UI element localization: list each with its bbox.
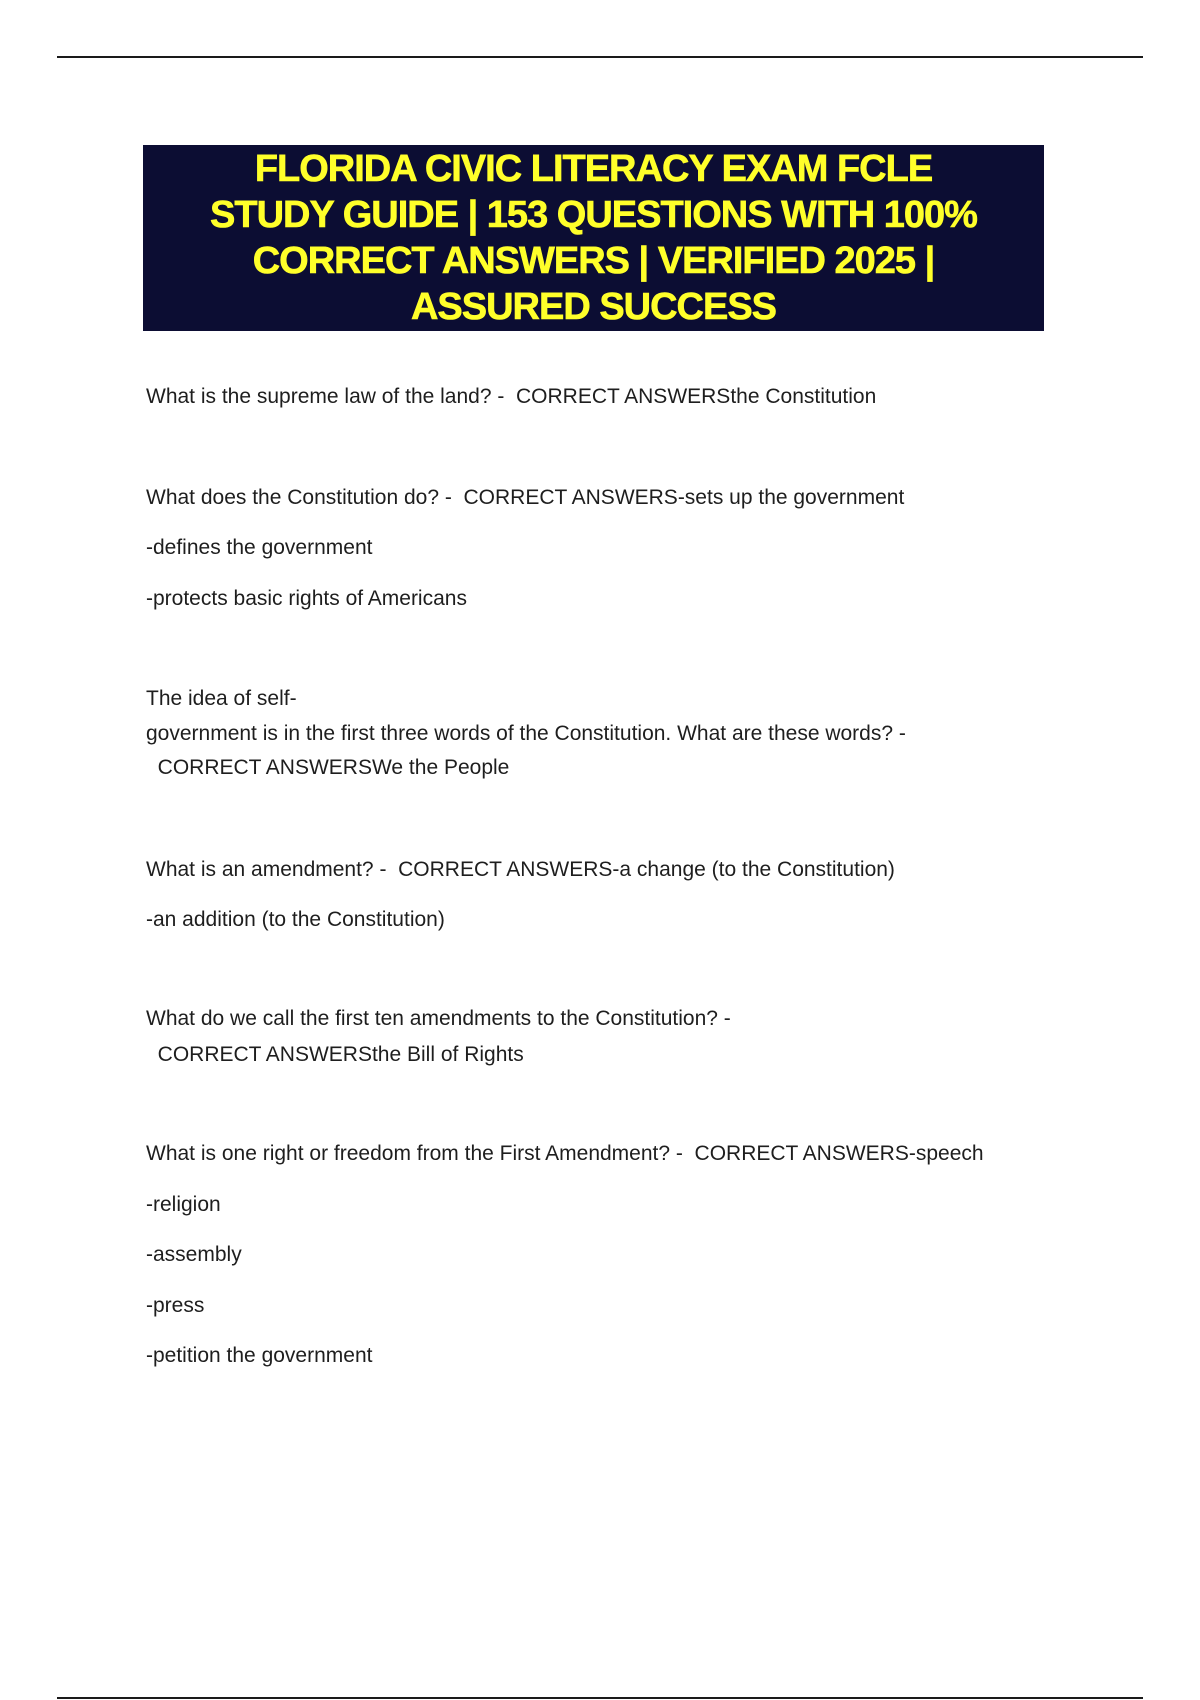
header-rule bbox=[57, 56, 1143, 58]
question-3: The idea of self- bbox=[146, 687, 297, 710]
title-line: STUDY GUIDE | 153 QUESTIONS WITH 100% bbox=[210, 194, 977, 236]
answer-line: -religion bbox=[146, 1193, 221, 1216]
title-line: FLORIDA CIVIC LITERACY EXAM FCLE bbox=[254, 148, 933, 190]
answer-line: CORRECT ANSWERSWe the People bbox=[146, 756, 510, 779]
answer-line: -defines the government bbox=[146, 536, 373, 559]
question-6: What is one right or freedom from the First Amendment? - CORRECT ANSWERS-speech bbox=[146, 1142, 984, 1165]
footer-rule bbox=[57, 1697, 1143, 1699]
question-2: What does the Constitution do? - CORRECT ANSWERS-sets up the government bbox=[146, 486, 905, 509]
title-line: CORRECT ANSWERS | VERIFIED 2025 | bbox=[252, 240, 935, 282]
answer-line: -protects basic rights of Americans bbox=[146, 587, 467, 610]
answer-line: -press bbox=[146, 1294, 205, 1317]
question-4: What is an amendment? - CORRECT ANSWERS-a change (to the Constitution) bbox=[146, 858, 895, 881]
question-5: What do we call the first ten amendments to the Constitution? - bbox=[146, 1007, 731, 1030]
answer-line: CORRECT ANSWERSthe Bill of Rights bbox=[146, 1043, 524, 1066]
title-line: ASSURED SUCCESS bbox=[410, 286, 777, 328]
answer-line: -an addition (to the Constitution) bbox=[146, 908, 445, 931]
question-1: What is the supreme law of the land? - CORRECT ANSWERSthe Constitution bbox=[146, 385, 877, 408]
answer-line: -petition the government bbox=[146, 1344, 373, 1367]
document-title bbox=[210, 146, 977, 330]
title-banner bbox=[143, 145, 1044, 331]
question-3-continued: government is in the first three words of the Constitution. What are these words? - bbox=[146, 722, 906, 745]
answer-line: -assembly bbox=[146, 1243, 242, 1266]
